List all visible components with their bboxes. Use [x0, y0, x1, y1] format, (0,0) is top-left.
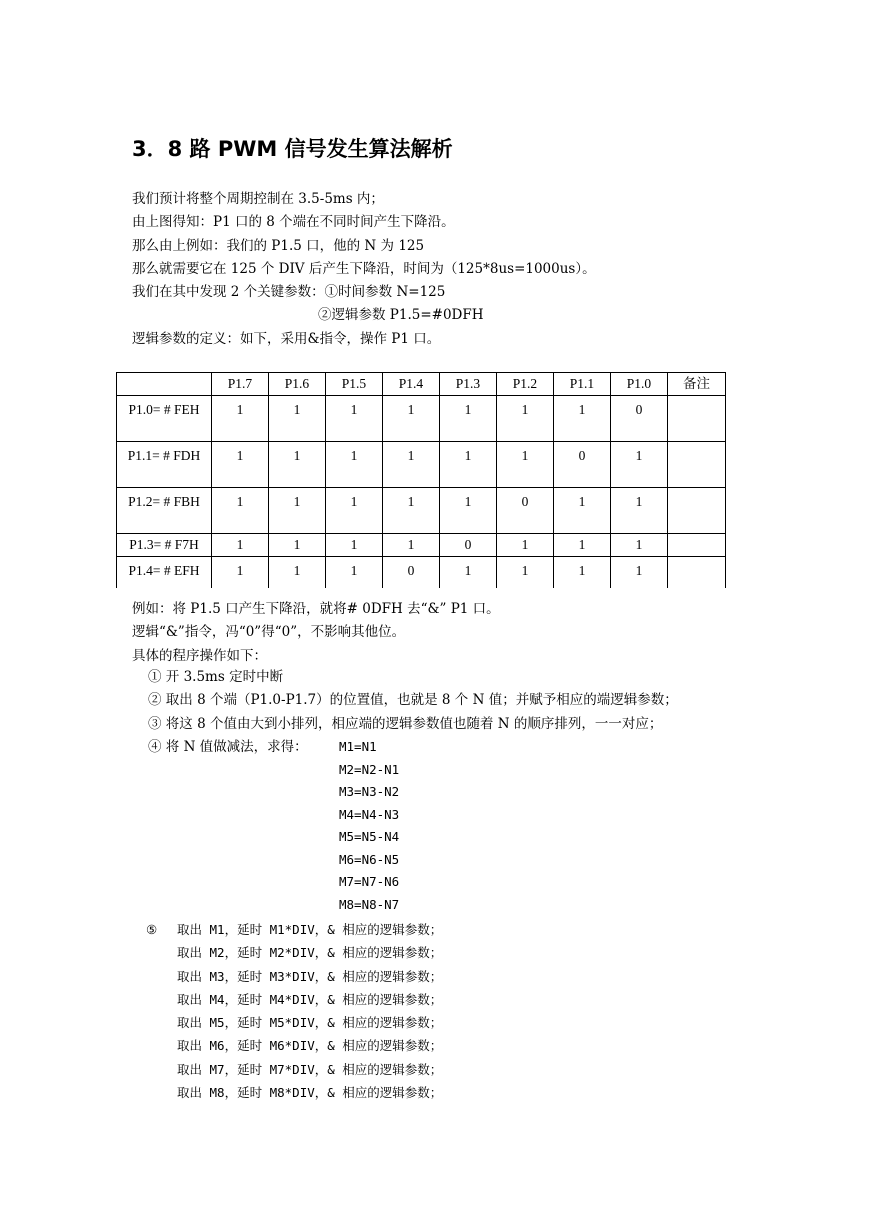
note-cell	[668, 557, 726, 589]
table-row	[117, 534, 726, 557]
table-row	[117, 442, 726, 488]
intro-line: 逻辑参数的定义：如下，采用&指令，操作 P1 口。	[132, 330, 441, 347]
bit-cell: 1	[326, 396, 383, 442]
step-item: ② 取出 8 个端（P1.0-P1.7）的位置值，也就是 8 个 N 值；并赋予相应的端逻辑参数；	[148, 692, 678, 709]
delay-line: 取出 M2，延时 M2*DIV，& 相应的逻辑参数；	[177, 945, 443, 961]
table-header-cell: P1.5	[326, 373, 383, 396]
step-5-block	[146, 918, 442, 1104]
bit-cell: 1	[383, 488, 440, 534]
step-5-marker: ⑤	[146, 922, 158, 937]
row-label-cell: P1.3= # F7H	[117, 534, 212, 557]
equation: M3=N3-N2	[339, 784, 400, 799]
bit-cell: 1	[383, 442, 440, 488]
intro-paragraph	[132, 188, 596, 351]
bit-cell: 1	[440, 396, 497, 442]
bit-cell: 1	[269, 534, 326, 557]
table-row	[117, 557, 726, 589]
delay-line: 取出 M8，延时 M8*DIV，& 相应的逻辑参数；	[177, 1085, 443, 1101]
bit-cell: 0	[383, 557, 440, 589]
note-cell	[668, 488, 726, 534]
equation: M2=N2-N1	[339, 761, 400, 777]
subtraction-equations	[339, 736, 399, 916]
intro-line: 由上图得知：P1 口的 8 个端在不同时间产生下降沿。	[132, 214, 455, 231]
bit-cell: 1	[611, 557, 668, 589]
intro-line: 那么由上例如：我们的 P1.5 口，他的 N 为 125	[132, 237, 425, 254]
bit-cell: 1	[212, 442, 269, 488]
bit-cell: 1	[212, 396, 269, 442]
bit-cell: 1	[269, 488, 326, 534]
bit-cell: 1	[554, 488, 611, 534]
delay-line: 取出 M1，延时 M1*DIV，& 相应的逻辑参数；	[177, 922, 443, 937]
bit-cell: 1	[554, 557, 611, 589]
bit-cell: 1	[440, 442, 497, 488]
equation: M8=N8-N7	[339, 896, 400, 912]
row-label-cell: P1.4= # EFH	[117, 557, 212, 589]
bit-cell: 1	[383, 396, 440, 442]
bit-cell: 1	[554, 534, 611, 557]
table-header-cell: 备注	[668, 373, 726, 396]
row-label-cell: P1.2= # FBH	[117, 488, 212, 534]
bit-cell: 0	[497, 488, 554, 534]
bit-cell: 1	[269, 442, 326, 488]
body-line: 具体的程序操作如下：	[132, 647, 267, 664]
bit-cell: 1	[269, 557, 326, 589]
table-header-cell	[117, 373, 212, 396]
delay-line: 取出 M3，延时 M3*DIV，& 相应的逻辑参数；	[177, 968, 443, 984]
row-label-cell: P1.1= # FDH	[117, 442, 212, 488]
step-item: ③ 将这 8 个值由大到小排列，相应端的逻辑参数值也随着 N 的顺序排列，一一对应；	[148, 715, 663, 732]
delay-line: 取出 M6，延时 M6*DIV，& 相应的逻辑参数；	[177, 1038, 443, 1054]
intro-line: 那么就需要它在 125 个 DIV 后产生下降沿，时间为（125*8us=1000us）。	[132, 260, 596, 277]
bit-cell: 1	[212, 534, 269, 557]
note-cell	[668, 534, 726, 557]
bit-cell: 1	[497, 442, 554, 488]
bit-cell: 1	[554, 396, 611, 442]
bit-cell: 1	[497, 534, 554, 557]
delay-line: 取出 M5，延时 M5*DIV，& 相应的逻辑参数；	[177, 1015, 443, 1031]
bit-cell: 1	[611, 534, 668, 557]
bit-cell: 1	[212, 488, 269, 534]
note-cell	[668, 396, 726, 442]
bit-cell: 1	[497, 557, 554, 589]
body-line: 例如：将 P1.5 口产生下降沿，就将# 0DFH 去“&” P1 口。	[132, 601, 500, 617]
table-header-cell: P1.4	[383, 373, 440, 396]
procedure-steps	[148, 666, 678, 759]
bit-cell: 1	[383, 534, 440, 557]
bit-cell: 0	[554, 442, 611, 488]
equation: M5=N5-N4	[339, 829, 400, 844]
page-title: 3．8 路 PWM 信号发生算法解析	[132, 137, 453, 161]
body-line: 逻辑“&”指令，冯“0”得“0”，不影响其他位。	[132, 624, 406, 641]
table-row	[117, 396, 726, 442]
delay-line: 取出 M7，延时 M7*DIV，& 相应的逻辑参数；	[177, 1061, 443, 1077]
bit-cell: 1	[440, 488, 497, 534]
equation: M4=N4-N3	[339, 806, 400, 822]
table-header-cell: P1.3	[440, 373, 497, 396]
bit-cell: 0	[611, 396, 668, 442]
equation: M6=N6-N5	[339, 851, 400, 867]
table-header-cell: P1.1	[554, 373, 611, 396]
table-header-cell: P1.7	[212, 373, 269, 396]
step-item: ① 开 3.5ms 定时中断	[148, 669, 284, 685]
bit-cell: 1	[212, 557, 269, 589]
equation: M7=N7-N6	[339, 874, 400, 889]
delay-line: 取出 M4，延时 M4*DIV，& 相应的逻辑参数；	[177, 991, 443, 1007]
bit-cell: 1	[326, 557, 383, 589]
bit-cell: 1	[326, 488, 383, 534]
table-header-row	[117, 373, 726, 396]
step-item: ④ 将 N 值做减法，求得：	[148, 738, 308, 755]
bit-cell: 1	[326, 442, 383, 488]
bit-cell: 0	[440, 534, 497, 557]
logic-parameter-table-wrapper	[116, 372, 726, 588]
logic-parameter-table	[116, 372, 726, 588]
bit-cell: 1	[497, 396, 554, 442]
after-table-paragraph	[132, 598, 500, 668]
table-header-cell: P1.2	[497, 373, 554, 396]
table-header-cell: P1.6	[269, 373, 326, 396]
bit-cell: 1	[611, 442, 668, 488]
table-row	[117, 488, 726, 534]
bit-cell: 1	[611, 488, 668, 534]
intro-line: 我们在其中发现 2 个关键参数：①时间参数 N=125	[132, 284, 446, 301]
table-header-cell: P1.0	[611, 373, 668, 396]
bit-cell: 1	[269, 396, 326, 442]
row-label-cell: P1.0= # FEH	[117, 396, 212, 442]
intro-line: 我们预计将整个周期控制在 3.5-5ms 内；	[132, 191, 384, 207]
bit-cell: 1	[440, 557, 497, 589]
intro-line: ②逻辑参数 P1.5=#0DFH	[318, 307, 484, 324]
bit-cell: 1	[326, 534, 383, 557]
note-cell	[668, 442, 726, 488]
equation: M1=N1	[339, 739, 377, 754]
